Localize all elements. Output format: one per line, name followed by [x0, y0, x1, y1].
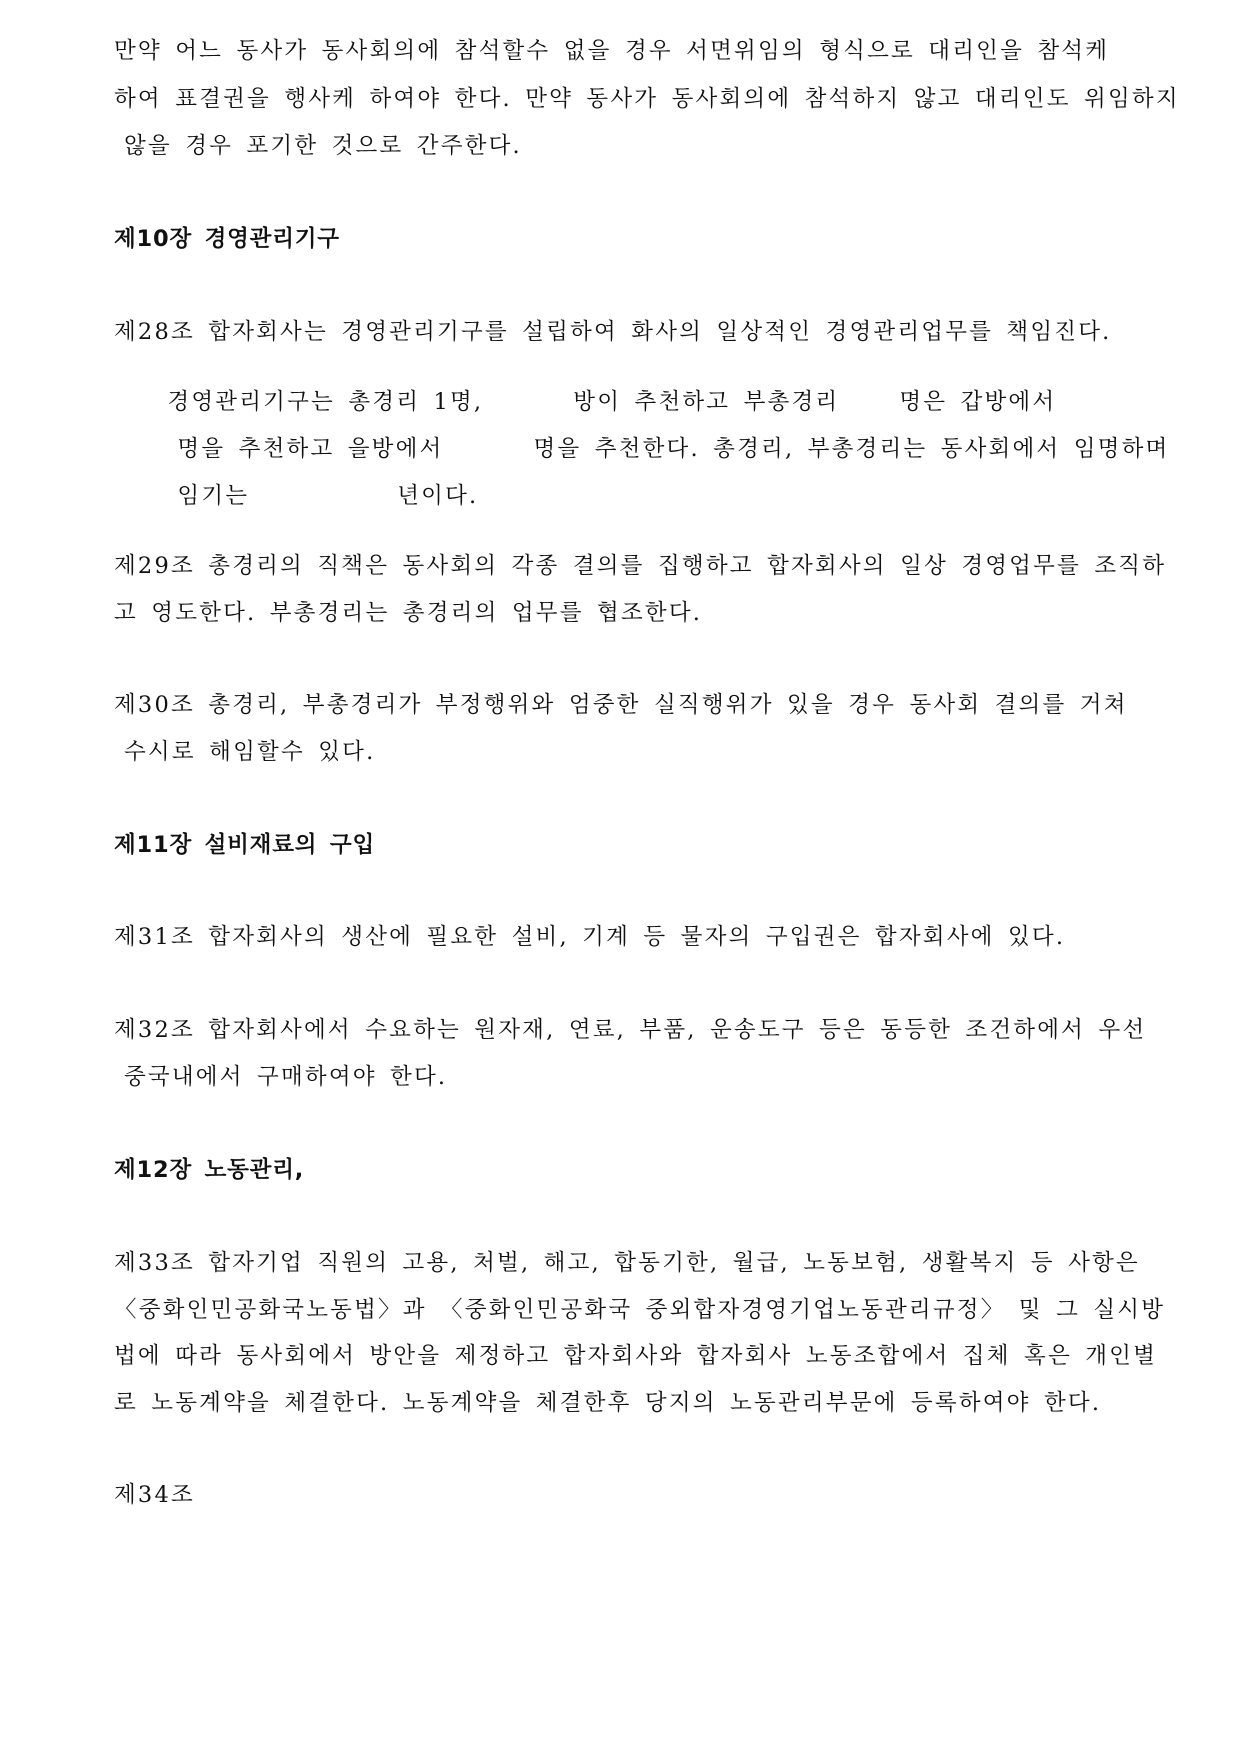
- paragraph-line: [124, 462, 478, 530]
- text-segment: 명을 추천한다. 총경리, 부총경리는 동사회에서 임명하며: [533, 435, 1170, 462]
- paragraph-line: 고 영도한다. 부총경리는 총경리의 업무를 협조한다.: [114, 600, 703, 626]
- paragraph-line: 로 노동계약을 체결한다. 노동계약을 체결한후 당지의 노동관리부문에 등록하여야 한다.: [114, 1390, 1102, 1416]
- paragraph-line: 제29조 총경리의 직책은 동사회의 각종 결의를 집행하고 합자회사의 일상 경영업무를 조직하: [114, 553, 1167, 579]
- paragraph-line: 만약 어느 동사가 동사회의에 참석할수 없을 경우 서면위임의 형식으로 대리인을 참석케: [114, 38, 1110, 64]
- text-segment: 년이다.: [397, 482, 479, 509]
- paragraph-line: 제34조: [114, 1482, 195, 1508]
- paragraph-line: 〈중화인민공화국노동법〉과 〈중화인민공화국 중외합자경영기업노동관리규정〉 및 그 실시방: [114, 1297, 1166, 1323]
- paragraph-line: 않을 경우 포기한 것으로 간주한다.: [124, 133, 522, 159]
- paragraph-line: 제33조 합자기업 직원의 고용, 처벌, 해고, 합동기한, 월급, 노동보험, 생활복지 등 사항은: [114, 1250, 1140, 1276]
- paragraph-line: 제30조 총경리, 부총경리가 부정행위와 엄중한 실직행위가 있을 경우 동사회 결의를 거쳐: [114, 692, 1128, 718]
- paragraph-line: 제31조 합자회사의 생산에 필요한 설비, 기계 등 물자의 구입권은 합자회사에 있다.: [114, 924, 1066, 950]
- text-segment: 명을 추천하고 을방에서: [177, 435, 444, 462]
- chapter-heading: 제12장 노동관리,: [114, 1157, 305, 1183]
- text-segment: 명은 갑방에서: [899, 388, 1057, 415]
- chapter-heading: 제10장 경영관리기구: [114, 226, 340, 252]
- text-segment: 임기는: [177, 482, 250, 509]
- chapter-heading: 제11장 설비재료의 구입: [114, 832, 375, 858]
- paragraph-line: 제28조 합자회사는 경영관리기구를 설립하여 화사의 일상적인 경영관리업무를 책임진다.: [114, 319, 1112, 345]
- paragraph-line: 제32조 합자회사에서 수요하는 원자재, 연료, 부품, 운송도구 등은 동등한 조건하에서 우선: [114, 1017, 1147, 1043]
- text-segment: 경영관리기구는 총경리 1명,: [167, 388, 484, 415]
- paragraph-line: 수시로 해임할수 있다.: [124, 739, 376, 765]
- paragraph-line: 법에 따라 동사회에서 방안을 제정하고 합자회사와 합자회사 노동조합에서 집체 혹은 개인별: [114, 1343, 1158, 1369]
- paragraph-line: 하여 표결권을 행사케 하여야 한다. 만약 동사가 동사회의에 참석하지 않고 대리인도 위임하지: [114, 86, 1180, 112]
- paragraph-line: 중국내에서 구매하여야 한다.: [124, 1064, 448, 1090]
- text-segment: 방이 추천하고 부총경리: [573, 388, 840, 415]
